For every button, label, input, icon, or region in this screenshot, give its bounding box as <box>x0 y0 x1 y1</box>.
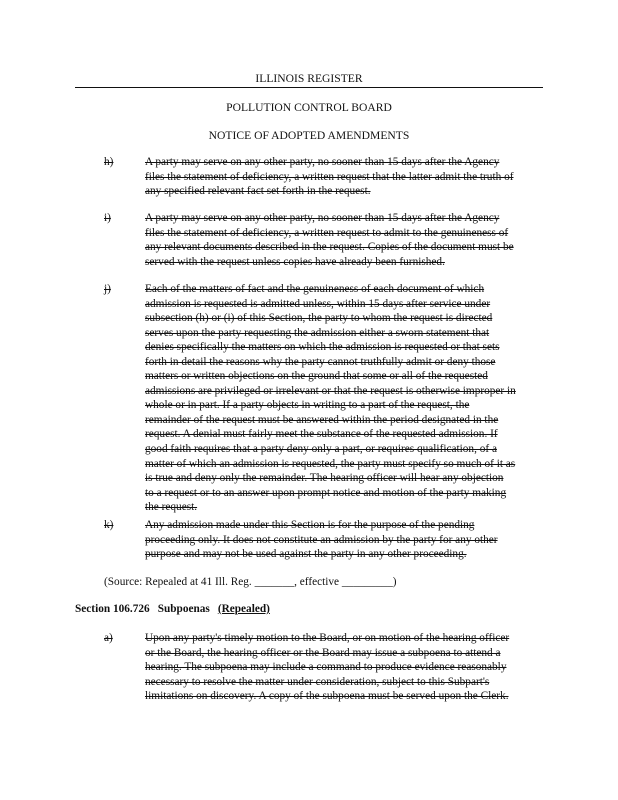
paragraph-line: request. A denial must fairly meet the substance of the requested admission. If <box>145 428 498 441</box>
paragraph-line: serves upon the party requesting the admission either a sworn statement that <box>145 326 490 339</box>
paragraph-line: any relevant documents described in the request. Copies of the document must be <box>145 241 514 254</box>
paragraph-line: subsection (h) or (i) of this Section, the party to whom the request is directed <box>145 312 493 325</box>
paragraph-label-i: i) <box>104 212 111 224</box>
section-status: (Repealed) <box>217 603 270 615</box>
section-title: Subpoenas <box>157 603 210 615</box>
paragraph-label-k: k) <box>104 519 114 531</box>
paragraph-line: Any admission made under this Section is for the purpose of the pending <box>145 519 475 531</box>
paragraph-label-a: a) <box>104 632 113 644</box>
paragraph-h <box>145 155 543 199</box>
paragraph-line: the request. <box>145 501 198 514</box>
paragraph-line: purpose and may not be used against the party in any other proceeding. <box>145 548 467 561</box>
paragraph-label-h: h) <box>104 156 114 168</box>
paragraph-line: remainder of the request must be answered within the period designated in the <box>145 413 499 426</box>
paragraph-line: any specified relevant fact set forth in the request. <box>145 185 371 198</box>
paragraph-line: forth in detail the reasons why the party cannot truthfully admit or deny those <box>145 355 496 368</box>
paragraph-line: denies specifically the matters on which the admission is requested or that sets <box>145 341 500 354</box>
section-heading <box>75 603 270 615</box>
paragraph-line: A party may serve on any other party, no sooner than 15 days after the Agency <box>145 212 500 224</box>
paragraph-line: matters or written objections on the ground that some or all of the requested <box>145 370 488 383</box>
paragraph-line: limitations on discovery. A copy of the subpoena must be served upon the Clerk. <box>145 690 509 703</box>
paragraph-i <box>145 211 543 269</box>
paragraph-line: served with the request unless copies have already been furnished. <box>145 255 445 268</box>
register-title: ILLINOIS REGISTER <box>255 72 363 85</box>
paragraph-line: good faith requires that a party deny only a part, or requires qualification, of a <box>145 443 497 456</box>
paragraph-k <box>145 518 543 562</box>
paragraph-line: or the Board, the hearing officer or the Board may issue a subpoena to attend a <box>145 646 501 659</box>
paragraph-line: hearing. The subpoena may include a command to produce evidence reasonably <box>145 661 507 674</box>
paragraph-line: admissions are privileged or irrelevant or that the request is otherwise improper in <box>145 384 516 397</box>
paragraph-line: necessary to resolve the matter under consideration, subject to this Subpart's <box>145 675 490 688</box>
board-title: POLLUTION CONTROL BOARD <box>226 101 392 114</box>
source-note: (Source: Repealed at 41 Ill. Reg. _______, effective _________) <box>104 576 397 588</box>
paragraph-j <box>145 282 543 515</box>
section-number: Section 106.726 <box>75 603 150 615</box>
paragraph-line: files the statement of deficiency, a written request that the latter admit the truth of <box>145 170 514 183</box>
paragraph-line: is true and deny only the remainder. The hearing officer will hear any objection <box>145 472 504 485</box>
header-rule <box>75 87 543 88</box>
paragraph-line: to a request or to an answer upon prompt notice and motion of the party making <box>145 486 507 499</box>
paragraph-line: Upon any party's timely motion to the Board, or on motion of the hearing officer <box>145 632 510 644</box>
paragraph-label-j: j) <box>104 283 111 295</box>
paragraph-line: whole or in part. If a party objects in writing to a part of the request, the <box>145 399 470 412</box>
paragraph-line: files the statement of deficiency, a written request to admit to the genuineness of <box>145 226 509 239</box>
paragraph-line: admission is requested is admitted unless, within 15 days after service under <box>145 297 491 310</box>
paragraph-line: Each of the matters of fact and the genuineness of each document of which <box>145 283 485 295</box>
paragraph-line: proceeding only. It does not constitute an admission by the party for any other <box>145 533 498 546</box>
paragraph-a <box>145 631 543 704</box>
paragraph-line: matter of which an admission is requested, the party must specify so much of it as <box>145 457 516 470</box>
notice-title: NOTICE OF ADOPTED AMENDMENTS <box>208 129 410 142</box>
paragraph-line: A party may serve on any other party, no sooner than 15 days after the Agency <box>145 156 500 168</box>
